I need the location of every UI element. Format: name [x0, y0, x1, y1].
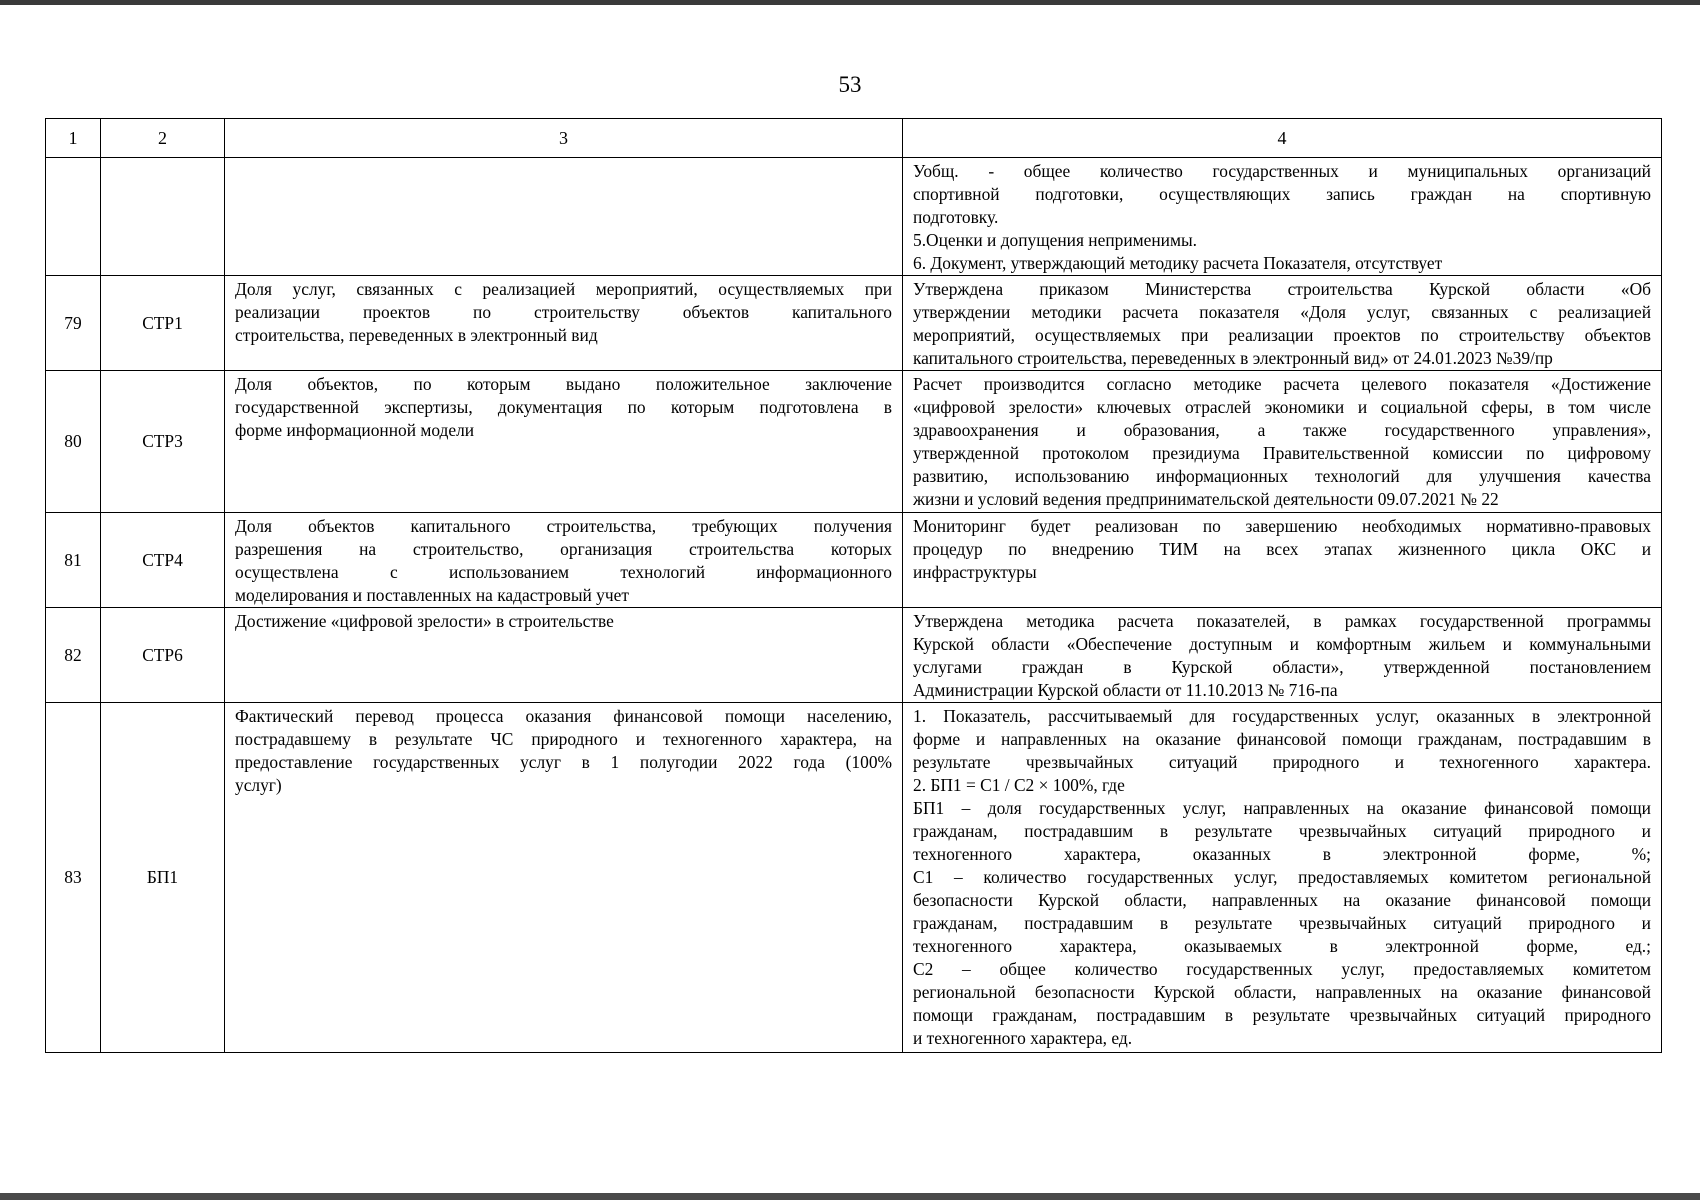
table-header-row [46, 119, 1662, 158]
method-text-line: С2 – общее количество государственных услуг, предоставляемых комитетом [913, 959, 1651, 979]
table-row [46, 703, 1662, 1053]
method-text-line: результате чрезвычайных ситуаций природного и техногенного характера. [913, 752, 1651, 772]
header-col-4: 4 [903, 119, 1662, 158]
method-text-line: утверждении методики расчета показателя «Доля услуг, связанных с реализацией [913, 302, 1651, 322]
indicator-name-line: Доля объектов капитального строительства, требующих получения [235, 516, 892, 536]
method-text-line: 5.Оценки и допущения неприменимы. [913, 230, 1198, 250]
indicator-name-line: строительства, переведенных в электронный вид [235, 325, 598, 345]
calculation-method-cell [903, 608, 1662, 703]
indicator-name-line: услуг) [235, 775, 282, 795]
indicator-code: СТР4 [101, 513, 225, 608]
method-text-line: мероприятий, осуществляемых при реализации проектов по строительству объектов [913, 325, 1651, 345]
row-number: 82 [46, 608, 101, 703]
indicator-name-line: осуществлена с использованием технологий информационного [235, 562, 892, 582]
method-text-line: инфраструктуры [913, 562, 1037, 582]
indicator-name-line: Фактический перевод процесса оказания финансовой помощи населению, [235, 706, 892, 726]
indicator-code: СТР3 [101, 371, 225, 513]
method-text-line: Расчет производится согласно методике расчета целевого показателя «Достижение [913, 374, 1651, 394]
header-col-3: 3 [225, 119, 903, 158]
row-number: 81 [46, 513, 101, 608]
row-number [46, 158, 101, 276]
table-row [46, 158, 1662, 276]
table-row [46, 276, 1662, 371]
indicator-code [101, 158, 225, 276]
calculation-method-cell [903, 703, 1662, 1053]
method-text-line: утвержденной протоколом президиума Правительственной комиссии по цифровому [913, 443, 1651, 463]
method-text-line: капитального строительства, переведенных в электронный вид» от 24.01.2023 №39/пр [913, 348, 1553, 368]
indicator-name-line: государственной экспертизы, документация по которым подготовлена в [235, 397, 892, 417]
method-text-line: техногенного характера, оказываемых в электронной форме, ед.; [913, 936, 1651, 956]
method-text-line: услугами граждан в Курской области», утвержденной постановлением [913, 657, 1651, 677]
method-text-line: Утверждена методика расчета показателей, в рамках государственной программы [913, 611, 1651, 631]
method-text-line: безопасности Курской области, направленных на оказание финансовой помощи [913, 890, 1651, 910]
header-col-1: 1 [46, 119, 101, 158]
method-text-line: Утверждена приказом Министерства строительства Курской области «Об [913, 279, 1651, 299]
indicator-name-line: пострадавшему в результате ЧС природного и техногенного характера, на [235, 729, 892, 749]
indicator-table [45, 118, 1662, 1053]
indicator-name-cell [225, 371, 903, 513]
indicator-name-line: Доля объектов, по которым выдано положительное заключение [235, 374, 892, 394]
method-text-line: БП1 – доля государственных услуг, направленных на оказание финансовой помощи [913, 798, 1651, 818]
method-text-line: подготовку. [913, 207, 999, 227]
indicator-name-line: Доля услуг, связанных с реализацией мероприятий, осуществляемых при [235, 279, 892, 299]
page-number: 53 [838, 72, 862, 97]
method-text-line: Администрации Курской области от 11.10.2013 № 716-па [913, 680, 1338, 700]
method-text-line: техногенного характера, оказанных в электронной форме, %; [913, 844, 1651, 864]
method-text-line: гражданам, пострадавшим в результате чрезвычайных ситуаций природного и [913, 913, 1651, 933]
method-text-line: Уобщ. - общее количество государственных и муниципальных организаций [913, 161, 1651, 181]
method-text-line: процедур по внедрению ТИМ на всех этапах жизненного цикла ОКС и [913, 539, 1651, 559]
indicator-name-cell [225, 608, 903, 703]
method-text-line: «цифровой зрелости» ключевых отраслей экономики и социальной сферы, в том числе [913, 397, 1651, 417]
indicator-name-cell [225, 158, 903, 276]
method-text-line: жизни и условий ведения предпринимательской деятельности 09.07.2021 № 22 [913, 489, 1499, 509]
indicator-code: СТР1 [101, 276, 225, 371]
method-text-line: С1 – количество государственных услуг, предоставляемых комитетом региональной [913, 867, 1651, 887]
row-number: 80 [46, 371, 101, 513]
indicator-code: БП1 [101, 703, 225, 1053]
indicator-code: СТР6 [101, 608, 225, 703]
indicator-name-line: Достижение «цифровой зрелости» в строительстве [235, 611, 614, 631]
method-text-line: здравоохранения и образования, а также государственного управления», [913, 420, 1651, 440]
method-text-line: развитию, использованию информационных технологий для улучшения качества [913, 466, 1651, 486]
method-text-line: гражданам, пострадавшим в результате чрезвычайных ситуаций природного и [913, 821, 1651, 841]
method-text-line: 2. БП1 = С1 / С2 × 100%, где [913, 775, 1125, 795]
table-row [46, 371, 1662, 513]
method-text-line: форме и направленных на оказание финансовой помощи гражданам, пострадавшим в [913, 729, 1651, 749]
indicator-name-line: реализации проектов по строительству объектов капитального [235, 302, 892, 322]
row-number: 83 [46, 703, 101, 1053]
calculation-method-cell [903, 513, 1662, 608]
method-text-line: 6. Документ, утверждающий методику расчета Показателя, отсутствует [913, 253, 1443, 273]
method-text-line: Мониторинг будет реализован по завершению необходимых нормативно-правовых [913, 516, 1651, 536]
method-text-line: региональной безопасности Курской области, направленных на оказание финансовой [913, 982, 1651, 1002]
method-text-line: и техногенного характера, ед. [913, 1028, 1133, 1048]
method-text-line: спортивной подготовки, осуществляющих запись граждан на спортивную [913, 184, 1651, 204]
method-text-line: помощи гражданам, пострадавшим в результате чрезвычайных ситуаций природного [913, 1005, 1651, 1025]
indicator-name-line: предоставление государственных услуг в 1 полугодии 2022 года (100% [235, 752, 892, 772]
indicator-name-line: моделирования и поставленных на кадастровый учет [235, 585, 629, 605]
scan-edge-bottom [0, 1193, 1700, 1200]
indicator-name-cell [225, 513, 903, 608]
scan-edge-top [0, 0, 1700, 5]
method-text-line: 1. Показатель, рассчитываемый для государственных услуг, оказанных в электронной [913, 706, 1651, 726]
calculation-method-cell [903, 276, 1662, 371]
indicator-name-line: разрешения на строительство, организация строительства которых [235, 539, 892, 559]
header-col-2: 2 [101, 119, 225, 158]
indicator-name-cell [225, 703, 903, 1053]
method-text-line: Курской области «Обеспечение доступным и комфортным жильем и коммунальными [913, 634, 1651, 654]
row-number: 79 [46, 276, 101, 371]
calculation-method-cell [903, 371, 1662, 513]
table-row [46, 513, 1662, 608]
table-row [46, 608, 1662, 703]
indicator-name-line: форме информационной модели [235, 420, 475, 440]
calculation-method-cell [903, 158, 1662, 276]
indicator-name-cell [225, 276, 903, 371]
